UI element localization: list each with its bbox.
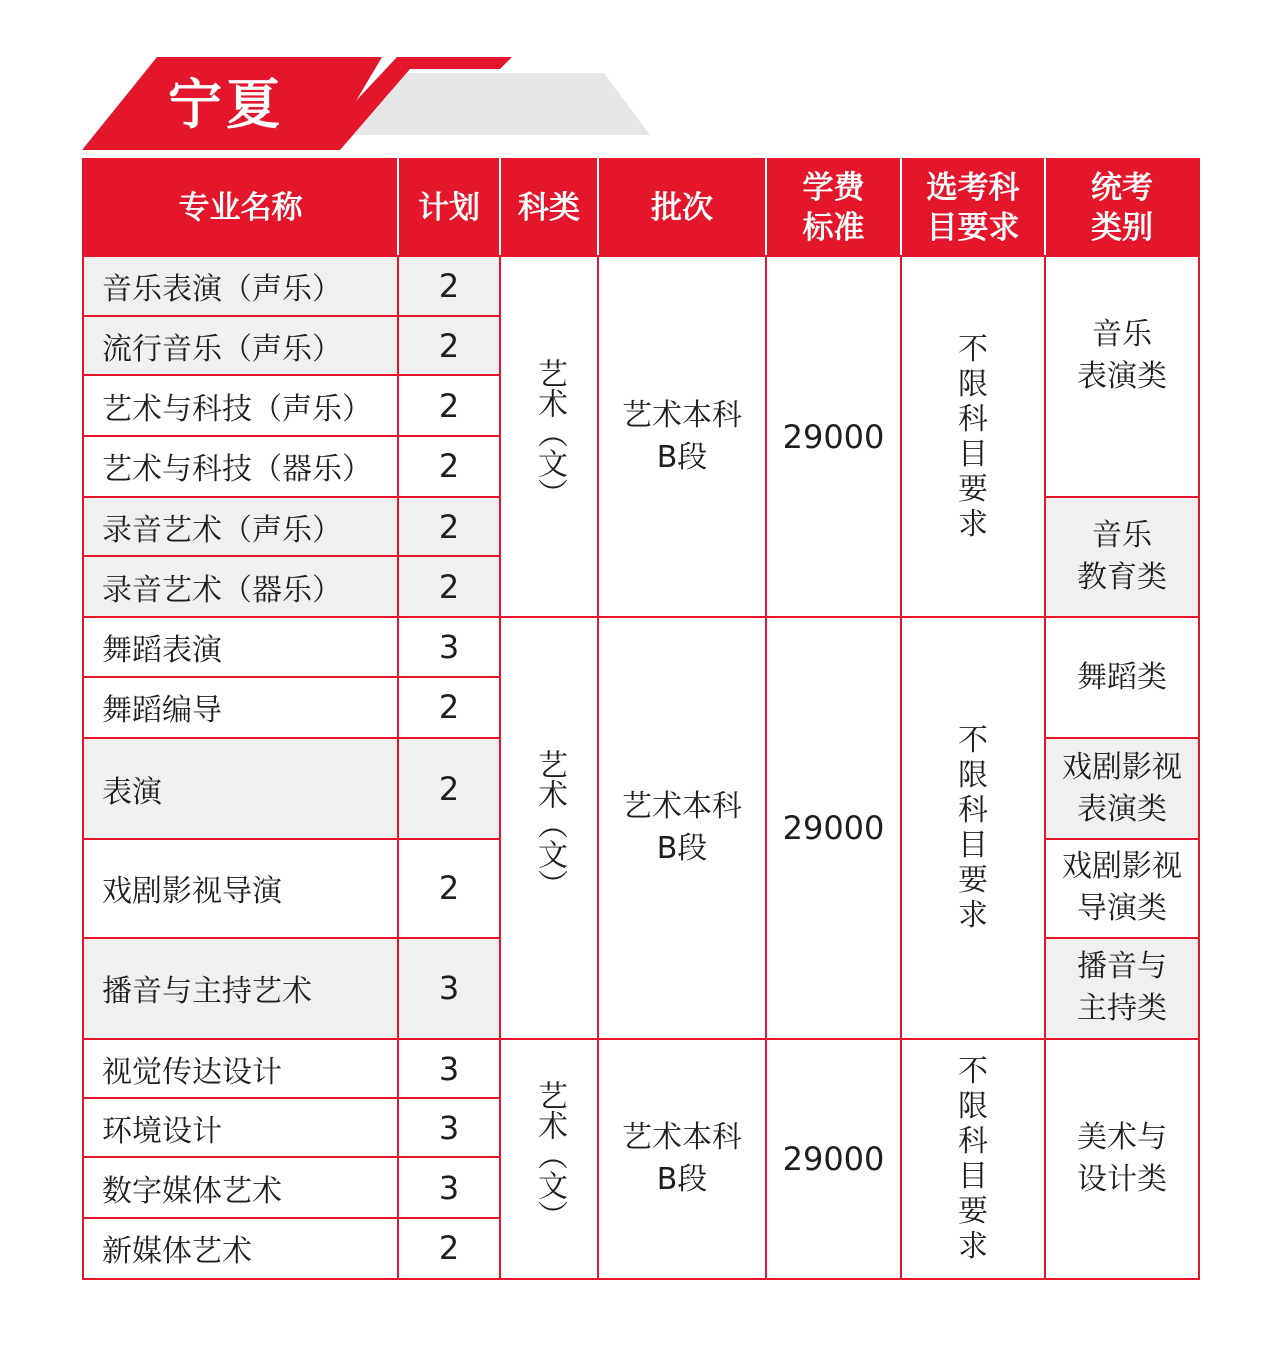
major-name: 舞蹈表演 xyxy=(83,617,398,676)
header-exam-line2: 类别 xyxy=(1091,209,1153,246)
major-name: 艺术与科技（声乐） xyxy=(83,375,398,435)
header-fee-line2: 标准 xyxy=(802,209,865,246)
subject-req-text: 不限科目要求 xyxy=(958,723,988,934)
fee-cell: 29000 xyxy=(766,1039,901,1279)
major-name: 录音艺术（器乐） xyxy=(83,556,398,617)
category-text: 艺术（文） xyxy=(532,1079,567,1230)
table-row xyxy=(83,617,1199,676)
plan-count: 2 xyxy=(398,1218,500,1279)
subject-req-cell xyxy=(901,617,1045,1039)
subject-req-text: 不限科目要求 xyxy=(958,331,988,542)
exam-type-cell xyxy=(1045,738,1199,839)
plan-count: 2 xyxy=(398,497,500,556)
major-name: 录音艺术（声乐） xyxy=(83,497,398,556)
exam-type-line1: 音乐 xyxy=(1092,317,1152,353)
header-fee xyxy=(766,159,901,256)
major-name: 戏剧影视导演 xyxy=(83,839,398,937)
plan-count: 2 xyxy=(398,556,500,617)
plan-count: 2 xyxy=(398,436,500,497)
plan-count: 3 xyxy=(398,938,500,1039)
exam-type-line2: 表演类 xyxy=(1077,791,1167,827)
batch-line1: 艺术本科 xyxy=(622,397,742,433)
header-fee-line1: 学费 xyxy=(802,169,865,206)
header-subject-line1: 选考科 xyxy=(926,169,1020,206)
header-subject-req xyxy=(901,159,1045,256)
major-name: 舞蹈编导 xyxy=(83,677,398,738)
batch-line2: B段 xyxy=(656,1161,708,1197)
exam-type-line2: 导演类 xyxy=(1077,891,1167,927)
category-cell xyxy=(500,617,598,1039)
major-name: 数字媒体艺术 xyxy=(83,1157,398,1217)
header-exam-line1: 统考 xyxy=(1091,169,1153,206)
batch-line1: 艺术本科 xyxy=(622,789,742,825)
exam-type-cell xyxy=(1045,497,1199,617)
header-subject-line2: 目要求 xyxy=(926,209,1020,246)
batch-line2: B段 xyxy=(656,831,708,867)
exam-type-cell xyxy=(1045,839,1199,937)
major-name: 环境设计 xyxy=(83,1098,398,1157)
plan-count: 3 xyxy=(398,1157,500,1217)
exam-type-cell xyxy=(1045,1039,1199,1279)
subject-req-cell xyxy=(901,256,1045,617)
plan-count: 3 xyxy=(398,1098,500,1157)
batch-line2: B段 xyxy=(656,439,708,475)
exam-type-line1: 播音与 xyxy=(1077,949,1167,985)
major-name: 艺术与科技（器乐） xyxy=(83,436,398,497)
exam-type-line1: 美术与 xyxy=(1077,1119,1167,1155)
plan-count: 2 xyxy=(398,738,500,839)
exam-type-cell xyxy=(1045,938,1199,1039)
fee-cell: 29000 xyxy=(766,256,901,617)
region-banner xyxy=(82,55,652,155)
batch-cell xyxy=(598,617,766,1039)
header-exam-type xyxy=(1045,159,1199,256)
exam-type-line2: 表演类 xyxy=(1077,359,1167,395)
exam-type-line2: 设计类 xyxy=(1077,1161,1167,1197)
exam-type-line1: 戏剧影视 xyxy=(1062,749,1182,785)
header-major: 专业名称 xyxy=(83,159,398,256)
header-plan: 计划 xyxy=(398,159,500,256)
table-row xyxy=(83,1039,1199,1098)
exam-type-line1: 音乐 xyxy=(1092,518,1152,554)
plan-count: 2 xyxy=(398,839,500,937)
category-cell xyxy=(500,1039,598,1279)
major-name: 播音与主持艺术 xyxy=(83,938,398,1039)
plan-count: 3 xyxy=(398,617,500,676)
table-header-row xyxy=(83,159,1199,256)
batch-cell xyxy=(598,256,766,617)
plan-count: 2 xyxy=(398,256,500,316)
header-batch: 批次 xyxy=(598,159,766,256)
subject-req-text: 不限科目要求 xyxy=(958,1053,988,1264)
exam-type-line1: 戏剧影视 xyxy=(1062,849,1182,885)
table-row xyxy=(83,256,1199,316)
batch-line1: 艺术本科 xyxy=(622,1119,742,1155)
category-cell xyxy=(500,256,598,617)
admission-plan-table xyxy=(82,158,1200,1280)
major-name: 音乐表演（声乐） xyxy=(83,256,398,316)
category-text: 艺术（文） xyxy=(532,357,567,508)
major-name: 表演 xyxy=(83,738,398,839)
plan-count: 2 xyxy=(398,316,500,375)
plan-count: 2 xyxy=(398,375,500,435)
exam-type-line2: 主持类 xyxy=(1077,991,1167,1027)
exam-type-cell xyxy=(1045,256,1199,497)
batch-cell xyxy=(598,1039,766,1279)
exam-type-line1: 舞蹈类 xyxy=(1077,659,1167,695)
plan-count: 3 xyxy=(398,1039,500,1098)
major-name: 流行音乐（声乐） xyxy=(83,316,398,375)
fee-cell: 29000 xyxy=(766,617,901,1039)
major-name: 视觉传达设计 xyxy=(83,1039,398,1098)
exam-type-line2: 教育类 xyxy=(1077,560,1167,596)
major-name: 新媒体艺术 xyxy=(83,1218,398,1279)
exam-type-cell xyxy=(1045,617,1199,737)
plan-count: 2 xyxy=(398,677,500,738)
header-category: 科类 xyxy=(500,159,598,256)
region-title: 宁夏 xyxy=(168,73,284,136)
subject-req-cell xyxy=(901,1039,1045,1279)
category-text: 艺术（文） xyxy=(532,749,567,900)
